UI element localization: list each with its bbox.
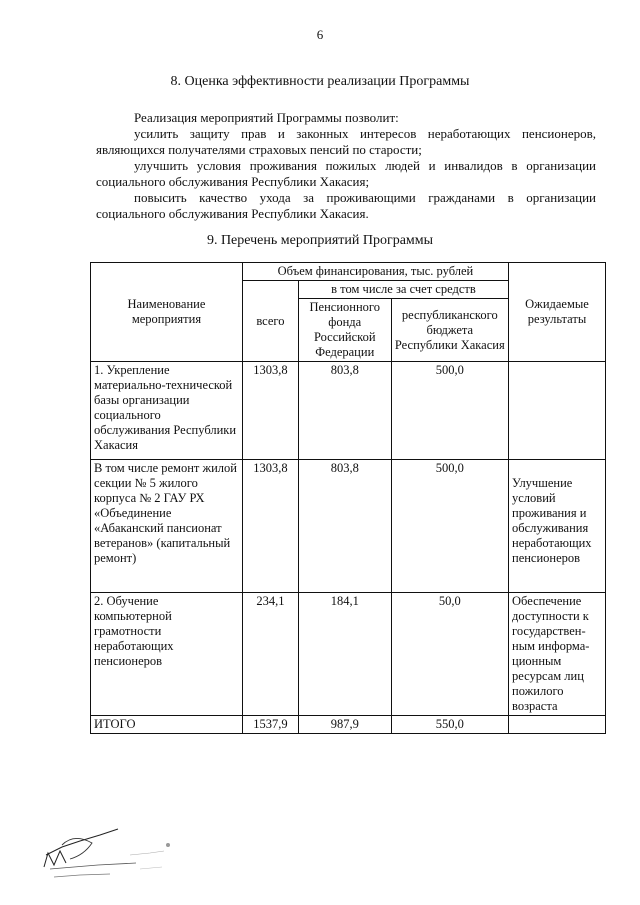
- cell-republic-budget: 500,0: [391, 460, 508, 593]
- cell-total: 234,1: [242, 593, 298, 716]
- header-including: в том числе за счет средств: [298, 281, 508, 299]
- cell-results: [509, 716, 606, 734]
- cell-results: Улучшение условий проживания и обслуживания неработающих пенсионеров: [509, 460, 606, 593]
- header-total: всего: [242, 281, 298, 362]
- cell-pension-fund: 803,8: [298, 460, 391, 593]
- approval-stamp-icon: [40, 825, 180, 887]
- paragraph: усилить защиту прав и законных интересов неработающих пенсионеров, являющихся получателями страховых пенсий по старости;: [96, 126, 596, 157]
- cell-name: 2. Обучение компьютерной грамотности неработающих пенсионеров: [91, 593, 243, 716]
- cell-name: 1. Укрепление материально-технической базы организации социального обслуживания Республики Хакасия: [91, 362, 243, 460]
- paragraph: улучшить условия проживания пожилых людей и инвалидов в организации социального обслуживания Республики Хакасия;: [96, 158, 596, 189]
- cell-republic-budget: 550,0: [391, 716, 508, 734]
- cell-total: 1537,9: [242, 716, 298, 734]
- paragraph: Реализация мероприятий Программы позволит:: [134, 110, 399, 125]
- header-row: [91, 263, 606, 281]
- cell-name: ИТОГО: [91, 716, 243, 734]
- table-row: [91, 362, 606, 460]
- header-funding: Объем финансирования, тыс. рублей: [242, 263, 508, 281]
- section8-title: 8. Оценка эффективности реализации Программы: [170, 74, 470, 89]
- cell-republic-budget: 50,0: [391, 593, 508, 716]
- table-row: [91, 460, 606, 593]
- cell-results: Обеспечение доступности к государствен-ным информа-ционным ресурсам лиц пожилого возраста: [509, 593, 606, 716]
- paragraph: повысить качество ухода за проживающими гражданами в организации социального обслуживания Республики Хакасия.: [96, 190, 596, 221]
- table-row: [91, 593, 606, 716]
- total-row: [91, 716, 606, 734]
- header-name: Наименование мероприятия: [91, 263, 243, 362]
- header-republic-budget: республиканского бюджета Республики Хакасия: [391, 299, 508, 362]
- cell-republic-budget: 500,0: [391, 362, 508, 460]
- measures-table: [90, 262, 606, 734]
- cell-results: [509, 362, 606, 460]
- cell-pension-fund: 184,1: [298, 593, 391, 716]
- cell-pension-fund: 987,9: [298, 716, 391, 734]
- section9-title: 9. Перечень мероприятий Программы: [206, 233, 434, 248]
- cell-total: 1303,8: [242, 362, 298, 460]
- cell-total: 1303,8: [242, 460, 298, 593]
- cell-name: В том числе ремонт жилой секции № 5 жилого корпуса № 2 ГАУ РХ «Объединение «Абаканский пансионат ветеранов» (капитальный ремонт): [91, 460, 243, 593]
- header-pension-fund: Пенсионного фонда Российской Федерации: [298, 299, 391, 362]
- cell-pension-fund: 803,8: [298, 362, 391, 460]
- page-number: 6: [316, 27, 324, 42]
- header-results: Ожидаемые результаты: [509, 263, 606, 362]
- section8-body: [96, 110, 596, 222]
